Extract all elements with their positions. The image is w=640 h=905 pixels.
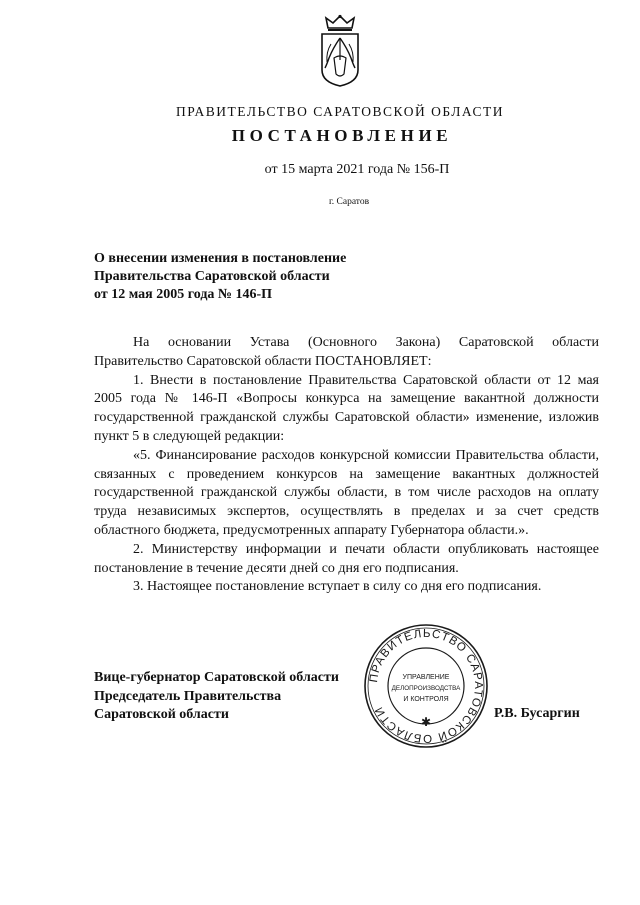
document-subject [94, 250, 424, 304]
body-paragraph: «5. Финансирование расходов конкурсной комиссии Правительства области, связанных с проведением конкурсов на замещение вакантных должностей государственной гражданской службы области, в том числе расходов на оплату труда независимых экспертов, осуществлять в пределах и за счет средств областного бюджета, предусмотренных аппарату Губернатора области.». [94, 447, 599, 538]
document-date-number: от 15 марта 2021 года № 156-П [264, 162, 450, 177]
subject-line: О внесении изменения в постановление [94, 251, 347, 266]
stamp-ring-text: ПРАВИТЕЛЬСТВО САРАТОВСКОЙ ОБЛАСТИ [367, 627, 485, 745]
stamp-inner-line: И КОНТРОЛЯ [403, 696, 449, 703]
stamp-star-icon: ✱ [420, 715, 432, 729]
document-body [94, 334, 599, 597]
signatory-position [94, 669, 384, 725]
coat-of-arms-icon [317, 14, 363, 88]
government-title: ПРАВИТЕЛЬСТВО САРАТОВСКОЙ ОБЛАСТИ [176, 104, 504, 119]
official-stamp [362, 622, 490, 750]
position-line: Саратовской области [94, 707, 229, 722]
stamp-inner-line: ДЕЛОПРОИЗВОДСТВА [391, 685, 461, 692]
document-city: г. Саратов [328, 197, 370, 207]
body-paragraph: 3. Настоящее постановление вступает в силу со дня его подписания. [133, 579, 542, 595]
body-paragraph: 1. Внести в постановление Правительства Саратовской области от 12 мая 2005 года № 146-П «Вопросы конкурса на замещение вакантной должности государственной гражданской службы Саратовской области» изменение, изложив пункт 5 в следующей редакции: [94, 372, 599, 444]
signatory-name: Р.В. Бусаргин [494, 706, 580, 721]
body-paragraph: 2. Министерству информации и печати области опубликовать настоящее постановление в течение десяти дней со дня его подписания. [94, 541, 599, 576]
document-type: ПОСТАНОВЛЕНИЕ [231, 126, 453, 145]
subject-line: Правительства Саратовской области [94, 269, 330, 284]
position-line: Председатель Правительства [94, 688, 282, 704]
stamp-inner-line: УПРАВЛЕНИЕ [402, 674, 450, 681]
position-line: Вице-губернатор Саратовской области [94, 670, 339, 685]
body-paragraph: На основании Устава (Основного Закона) Саратовской области Правительство Саратовской области ПОСТАНОВЛЯЕТ: [94, 335, 599, 369]
subject-line: от 12 мая 2005 года № 146-П [94, 287, 273, 302]
